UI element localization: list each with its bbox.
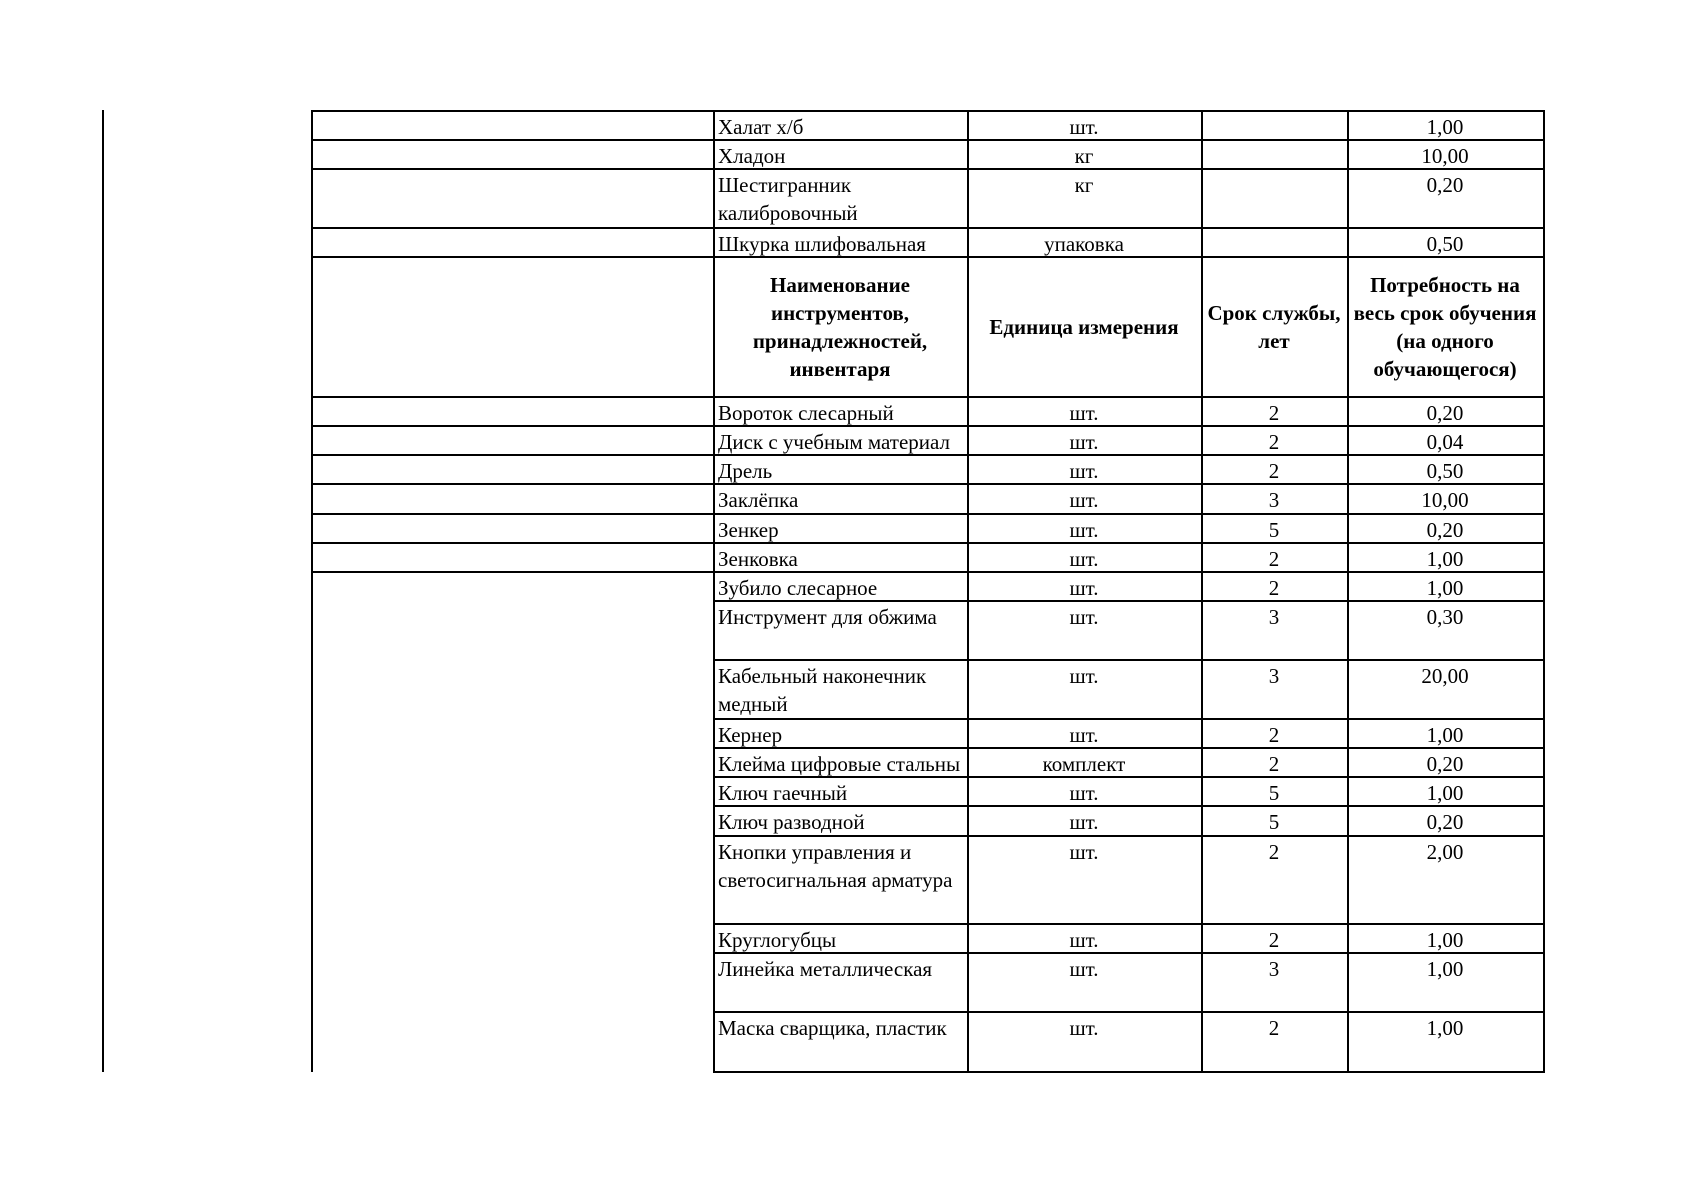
- table-rule: [311, 483, 313, 515]
- item-need: 0,50: [1426, 459, 1464, 483]
- item-name: Кнопки управления и светосигнальная арматура: [718, 840, 953, 892]
- table-rule: [1201, 835, 1203, 925]
- item-term: 3: [1268, 605, 1280, 629]
- item-term: 2: [1268, 723, 1280, 747]
- table-rule: [1201, 139, 1203, 170]
- table-rule: [1201, 718, 1203, 749]
- table-rule: [311, 256, 313, 398]
- item-term: 2: [1268, 401, 1280, 425]
- table-rule: [311, 454, 313, 485]
- table-rule: [713, 1071, 1545, 1073]
- table-rule: [713, 835, 715, 925]
- table-rule: [967, 747, 969, 778]
- item-need: 0,20: [1426, 401, 1464, 425]
- item-term: 3: [1268, 488, 1280, 512]
- table-rule: [1201, 227, 1203, 258]
- table-rule: [713, 139, 715, 170]
- table-rule: [1201, 747, 1203, 778]
- table-rule: [311, 168, 313, 229]
- table-rule: [1347, 747, 1349, 778]
- table-rule: [713, 425, 715, 456]
- table-rule: [311, 396, 313, 427]
- item-term: 2: [1268, 576, 1280, 600]
- table-rule: [713, 110, 715, 141]
- item-name: Диск с учебным материал: [718, 430, 951, 454]
- item-unit: комплект: [1042, 752, 1126, 776]
- table-row: [0, 659, 1697, 718]
- item-term: 2: [1268, 1016, 1280, 1040]
- table-rule: [713, 513, 715, 544]
- table-rule: [1543, 571, 1545, 602]
- table-rule: [713, 600, 715, 661]
- table-rule: [1201, 256, 1203, 398]
- item-term: 3: [1268, 664, 1280, 688]
- table-rule: [1543, 139, 1545, 170]
- table-row: [0, 168, 1697, 227]
- table-row: [0, 600, 1697, 659]
- table-row: [0, 454, 1697, 483]
- item-name: Ключ разводной: [718, 810, 865, 834]
- table-row: [0, 396, 1697, 425]
- item-need: 0,20: [1426, 518, 1464, 542]
- table-row: [0, 776, 1697, 805]
- table-rule: [713, 776, 715, 807]
- table-rule: [1201, 542, 1203, 573]
- item-need: 1,00: [1426, 928, 1464, 952]
- table-rule: [1347, 542, 1349, 573]
- table-rule: [1543, 227, 1545, 258]
- table-rule: [1543, 600, 1545, 661]
- table-rule: [1543, 168, 1545, 229]
- table-rule: [1543, 256, 1545, 398]
- item-need: 0,20: [1426, 810, 1464, 834]
- item-need: 1,00: [1426, 1016, 1464, 1040]
- item-unit: шт.: [1069, 723, 1099, 747]
- item-name: Шкурка шлифовальная: [718, 232, 926, 256]
- item-term: 2: [1268, 459, 1280, 483]
- table-rule: [967, 139, 969, 170]
- table-rule: [967, 227, 969, 258]
- table-rule: [1201, 776, 1203, 807]
- item-name: Шестигранник калибровочный: [718, 173, 858, 225]
- table-rule: [713, 571, 715, 602]
- table-rule: [1347, 718, 1349, 749]
- table-rule: [311, 139, 313, 170]
- table-row: [0, 542, 1697, 571]
- table-rule: [1543, 659, 1545, 720]
- item-name: Клейма цифровые стальны: [718, 752, 961, 776]
- table-rule: [1543, 835, 1545, 925]
- table-rule: [1543, 483, 1545, 515]
- item-term: 2: [1268, 752, 1280, 776]
- table-rule: [1347, 483, 1349, 515]
- table-rule: [1543, 542, 1545, 573]
- item-need: 1,00: [1426, 547, 1464, 571]
- table-rule: [713, 396, 715, 427]
- table-rule: [311, 571, 313, 602]
- item-unit: шт.: [1069, 810, 1099, 834]
- table-rule: [311, 110, 313, 141]
- item-need: 1,00: [1426, 115, 1464, 139]
- item-need: 2,00: [1426, 840, 1464, 864]
- item-unit: шт.: [1069, 488, 1099, 512]
- table-rule: [1543, 923, 1545, 954]
- table-row: [0, 110, 1697, 139]
- item-name: Зубило слесарное: [718, 576, 878, 600]
- item-name: Дрель: [718, 459, 773, 483]
- item-need: 0,20: [1426, 173, 1464, 197]
- item-name: Вороток слесарный: [718, 401, 894, 425]
- item-name: Зенковка: [718, 547, 798, 571]
- table-rule: [967, 571, 969, 602]
- table-rule: [1347, 513, 1349, 544]
- table-rule: [967, 1011, 969, 1073]
- item-need: 1,00: [1426, 957, 1464, 981]
- table-rule: [1543, 776, 1545, 807]
- item-name: Заклёпка: [718, 488, 799, 512]
- table-rule: [1347, 139, 1349, 170]
- table-row: [0, 425, 1697, 454]
- item-unit: шт.: [1069, 547, 1099, 571]
- header-unit: Единица измерения: [989, 315, 1179, 339]
- table-rule: [1543, 110, 1545, 141]
- table-rule: [713, 923, 715, 954]
- table-rule: [967, 600, 969, 661]
- table-rule: [967, 952, 969, 1013]
- item-unit: шт.: [1069, 518, 1099, 542]
- table-rule: [1201, 805, 1203, 837]
- table-rule: [1201, 659, 1203, 720]
- table-rule: [1201, 168, 1203, 229]
- table-rule: [713, 454, 715, 485]
- table-row: [0, 952, 1697, 1011]
- item-name: Ключ гаечный: [718, 781, 848, 805]
- table-row: [0, 718, 1697, 747]
- table-rule: [1201, 923, 1203, 954]
- table-rule: [713, 718, 715, 749]
- table-rule: [1347, 600, 1349, 661]
- table-rule: [1347, 835, 1349, 925]
- item-need: 10,00: [1421, 144, 1469, 168]
- table-rule: [1201, 513, 1203, 544]
- table-rule: [1347, 923, 1349, 954]
- table-rule: [1543, 513, 1545, 544]
- table-rule: [967, 513, 969, 544]
- table-rule: [1543, 718, 1545, 749]
- table-rule: [1347, 454, 1349, 485]
- table-rule: [713, 168, 715, 229]
- item-unit: шт.: [1069, 576, 1099, 600]
- table-rule: [967, 835, 969, 925]
- item-term: 2: [1268, 840, 1280, 864]
- item-unit: шт.: [1069, 1016, 1099, 1040]
- table-row: [0, 139, 1697, 168]
- item-unit: шт.: [1069, 664, 1099, 688]
- table-rule: [311, 542, 313, 573]
- item-unit: шт.: [1069, 401, 1099, 425]
- item-need: 0,20: [1426, 752, 1464, 776]
- item-name: Кабельный наконечник медный: [718, 664, 927, 716]
- table-rule: [1347, 425, 1349, 456]
- table-rule: [713, 659, 715, 720]
- header-term: Срок службы, лет: [1207, 301, 1341, 353]
- item-name: Кернер: [718, 723, 783, 747]
- item-unit: шт.: [1069, 928, 1099, 952]
- table-rule: [1347, 659, 1349, 720]
- item-term: 2: [1268, 430, 1280, 454]
- table-rule: [1543, 396, 1545, 427]
- item-unit: кг: [1074, 173, 1094, 197]
- item-name: Инструмент для обжима: [718, 605, 937, 629]
- table-row: [0, 835, 1697, 923]
- table-rule: [967, 776, 969, 807]
- table-rule: [1347, 805, 1349, 837]
- table-row: [0, 923, 1697, 952]
- item-name: Круглогубцы: [718, 928, 837, 952]
- item-term: 5: [1268, 781, 1280, 805]
- table-rule: [967, 718, 969, 749]
- item-unit: шт.: [1069, 115, 1099, 139]
- table-rule: [967, 483, 969, 515]
- item-unit: кг: [1074, 144, 1094, 168]
- table-rule: [1543, 747, 1545, 778]
- table-rule: [1347, 396, 1349, 427]
- table-rule: [967, 168, 969, 229]
- table-rule: [1543, 1011, 1545, 1073]
- table-rule: [1347, 571, 1349, 602]
- table-rule: [713, 1011, 715, 1073]
- item-term: 5: [1268, 518, 1280, 542]
- item-need: 1,00: [1426, 723, 1464, 747]
- item-unit: шт.: [1069, 957, 1099, 981]
- table-rule: [1201, 952, 1203, 1013]
- table-row: [0, 1011, 1697, 1071]
- header-name: Наименование инструментов, принадлежностей, инвентаря: [752, 273, 928, 381]
- item-name: Халат х/б: [718, 115, 804, 139]
- table-rule: [713, 952, 715, 1013]
- table-rule: [1347, 1011, 1349, 1073]
- item-term: 5: [1268, 810, 1280, 834]
- item-need: 1,00: [1426, 576, 1464, 600]
- table-rule: [713, 747, 715, 778]
- item-need: 0,50: [1426, 232, 1464, 256]
- table-row: [0, 805, 1697, 835]
- table-rule: [967, 256, 969, 398]
- table-rule: [1347, 776, 1349, 807]
- table-rule: [713, 227, 715, 258]
- item-term: 2: [1268, 928, 1280, 952]
- item-need: 0,30: [1426, 605, 1464, 629]
- item-term: 3: [1268, 957, 1280, 981]
- table-row: [0, 571, 1697, 600]
- table-rule: [967, 542, 969, 573]
- table-row: [0, 483, 1697, 513]
- table-rule: [967, 923, 969, 954]
- table-rule: [713, 542, 715, 573]
- item-need: 10,00: [1421, 488, 1469, 512]
- item-name: Хладон: [718, 144, 786, 168]
- item-unit: шт.: [1069, 605, 1099, 629]
- table-rule: [713, 256, 715, 398]
- table-rule: [311, 227, 313, 258]
- table-rule: [1201, 1011, 1203, 1073]
- table-rule: [1201, 600, 1203, 661]
- item-unit: шт.: [1069, 840, 1099, 864]
- item-need: 0,04: [1426, 430, 1464, 454]
- table-rule: [713, 805, 715, 837]
- table-rule: [1201, 110, 1203, 141]
- item-name: Маска сварщика, пластик: [718, 1016, 947, 1040]
- item-unit: шт.: [1069, 459, 1099, 483]
- item-need: 20,00: [1421, 664, 1469, 688]
- table-rule: [967, 396, 969, 427]
- table-rule: [1543, 805, 1545, 837]
- table-rule: [967, 425, 969, 456]
- table-rule: [967, 110, 969, 141]
- table-rule: [1201, 571, 1203, 602]
- table-rule: [1347, 227, 1349, 258]
- table-rule: [311, 425, 313, 456]
- item-need: 1,00: [1426, 781, 1464, 805]
- table-rule: [1347, 256, 1349, 398]
- table-row: [0, 513, 1697, 542]
- table-rule: [1201, 454, 1203, 485]
- item-unit: шт.: [1069, 430, 1099, 454]
- item-name: Линейка металлическая: [718, 957, 933, 981]
- table-rule: [967, 805, 969, 837]
- item-term: 2: [1268, 547, 1280, 571]
- table-rule: [1201, 396, 1203, 427]
- table-row: [0, 747, 1697, 776]
- header-need: Потребность на весь срок обучения (на одного обучающегося): [1353, 273, 1537, 381]
- table-rule: [1347, 168, 1349, 229]
- table-rule: [967, 454, 969, 485]
- item-name: Зенкер: [718, 518, 779, 542]
- table-rule: [1543, 425, 1545, 456]
- table-rule: [1543, 952, 1545, 1013]
- table-rule: [713, 483, 715, 515]
- table-rule: [1201, 425, 1203, 456]
- item-unit: упаковка: [1044, 232, 1124, 256]
- table-rule: [1347, 110, 1349, 141]
- table-rule: [1347, 952, 1349, 1013]
- table-rule: [311, 513, 313, 544]
- table-rule: [1543, 454, 1545, 485]
- item-unit: шт.: [1069, 781, 1099, 805]
- table-row: [0, 227, 1697, 256]
- table-rule: [967, 659, 969, 720]
- table-rule: [1201, 483, 1203, 515]
